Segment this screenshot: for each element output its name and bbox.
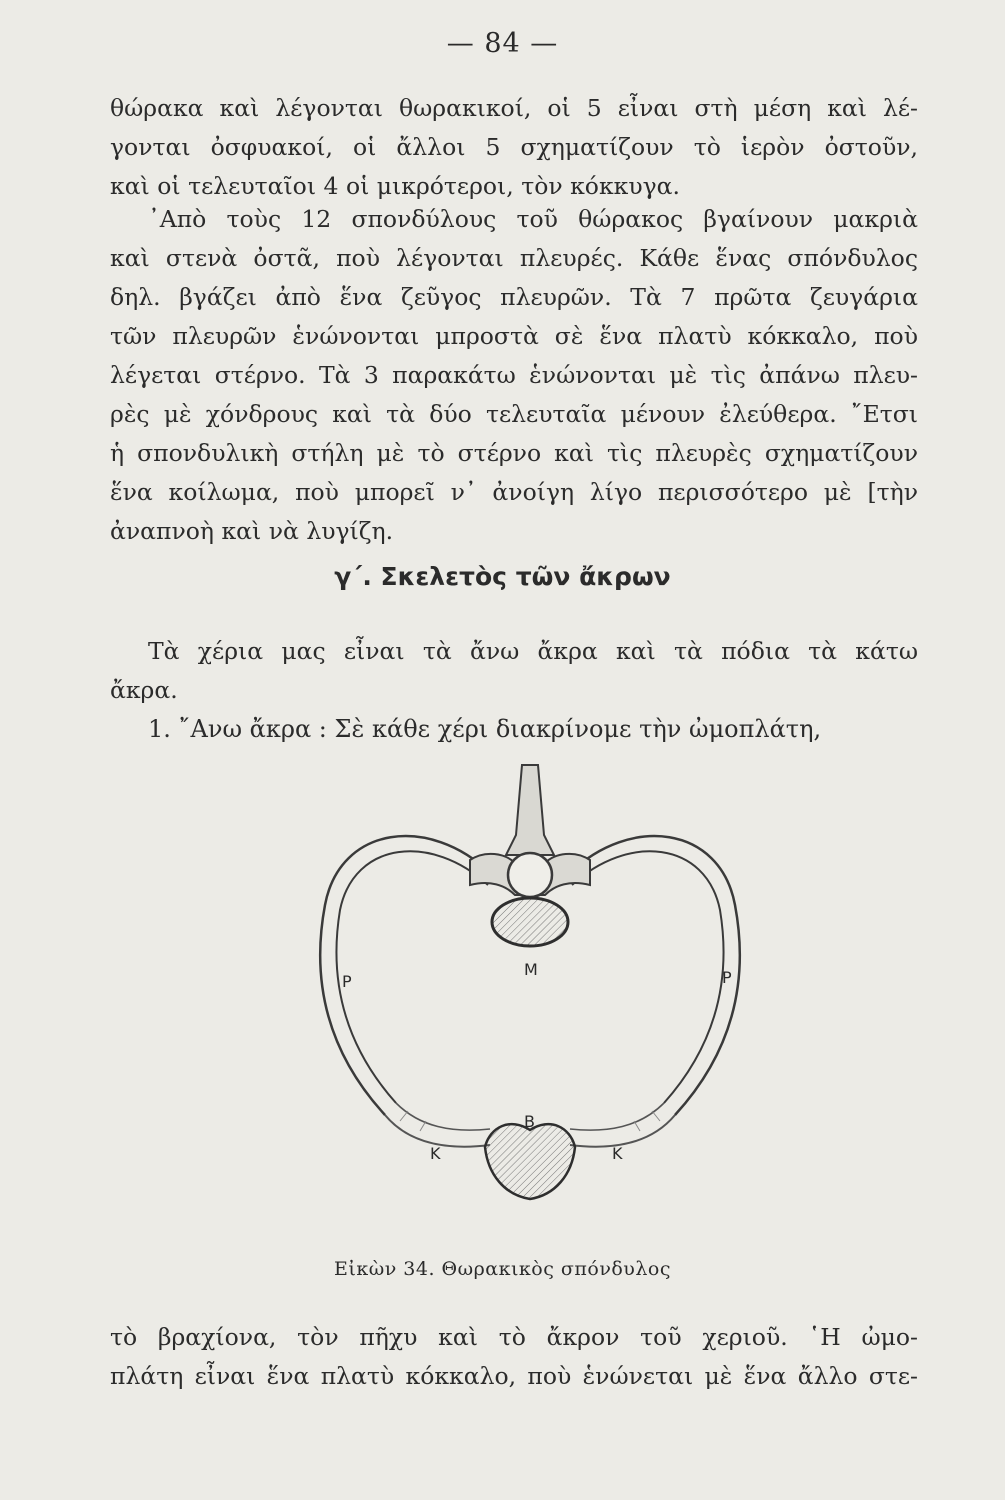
text-line: θώρακα καὶ λέγονται θωρακικοί, οἱ 5 εἶναι στὴ μέση καὶ λέ- bbox=[110, 94, 918, 122]
vertebral-foramen bbox=[508, 853, 552, 897]
text-line: 1. ῎Ανω ἄκρα : Σὲ κάθε χέρι διακρίνομε τὴν ὠμοπλάτη, bbox=[148, 715, 822, 743]
paragraph-upper-limb bbox=[110, 1318, 918, 1396]
text-line: ᾿Απὸ τοὺς 12 σπονδύλους τοῦ θώρακος βγαίνουν μακριὰ bbox=[148, 205, 918, 233]
text-line: πλάτη εἶναι ἕνα πλατὺ κόκκαλο, ποὺ ἑνώνεται μὲ ἕνα ἄλλο στε- bbox=[110, 1362, 918, 1390]
section-heading: γ΄. Σκελετὸς τῶν ἄκρων bbox=[334, 562, 671, 591]
text-line: ἀναπνοὴ καὶ νὰ λυγίζη. bbox=[110, 517, 394, 545]
label-vertebra: M bbox=[524, 960, 538, 979]
text-line: τῶν πλευρῶν ἑνώνονται μπροστὰ σὲ ἕνα πλατὺ κόκκαλο, ποὺ bbox=[110, 322, 918, 350]
sternum bbox=[485, 1124, 575, 1199]
text-line: Τὰ χέρια μας εἶναι τὰ ἄνω ἄκρα καὶ τὰ πόδια τὰ κάτω bbox=[148, 637, 918, 665]
rib-cage-illustration bbox=[300, 755, 760, 1245]
text-line: τὸ βραχίονα, τὸν πῆχυ καὶ τὸ ἄκρον τοῦ χεριοῦ. ῾Η ὠμο- bbox=[110, 1323, 918, 1351]
text-line: δηλ. βγάζει ἀπὸ ἕνα ζεῦγος πλευρῶν. Τὰ 7 πρῶτα ζευγάρια bbox=[110, 283, 918, 311]
label-left-rib: P bbox=[342, 972, 352, 991]
text-line: ἕνα κοίλωμα, ποὺ μπορεῖ ν᾿ ἀνοίγη λίγο περισσότερο μὲ [τὴν bbox=[110, 478, 918, 506]
spinous-process bbox=[506, 765, 554, 855]
label-right-cartilage: K bbox=[612, 1144, 623, 1163]
text-line: ἡ σπονδυλικὴ στήλη μὲ τὸ στέρνο καὶ τὶς πλευρὲς σχηματίζουν bbox=[110, 439, 918, 467]
figure-caption: Εἰκὼν 34. Θωρακικὸς σπόνδυλος bbox=[334, 1258, 671, 1280]
paragraph-ribs bbox=[110, 200, 918, 551]
text-line: καὶ στενὰ ὀστᾶ, ποὺ λέγονται πλευρές. Κάθε ἕνας σπόνδυλος bbox=[110, 244, 918, 272]
paragraph-thoracic-vertebrae bbox=[110, 89, 918, 206]
text-line: καὶ οἱ τελευταῖοι 4 οἱ μικρότεροι, τὸν κόκκυγα. bbox=[110, 172, 680, 200]
text-line: ρὲς μὲ χόνδρους καὶ τὰ δύο τελευταῖα μένουν ἐλεύθερα. ῎Ετσι bbox=[110, 400, 918, 428]
label-sternum: B bbox=[524, 1112, 535, 1131]
right-rib bbox=[570, 836, 740, 1115]
label-right-rib: P bbox=[722, 968, 732, 987]
label-left-cartilage: K bbox=[430, 1144, 441, 1163]
paragraph-limbs bbox=[110, 632, 918, 749]
text-line: ἄκρα. bbox=[110, 676, 178, 704]
page-number: — 84 — bbox=[446, 28, 559, 59]
text-line: λέγεται στέρνο. Τὰ 3 παρακάτω ἑνώνονται μὲ τὶς ἀπάνω πλευ- bbox=[110, 361, 918, 389]
vertebral-body bbox=[492, 898, 568, 946]
thoracic-vertebra-figure bbox=[300, 755, 760, 1245]
text-line: γονται ὀσφυακοί, οἱ ἄλλοι 5 σχηματίζουν τὸ ἱερὸν ὀστοῦν, bbox=[110, 133, 918, 161]
